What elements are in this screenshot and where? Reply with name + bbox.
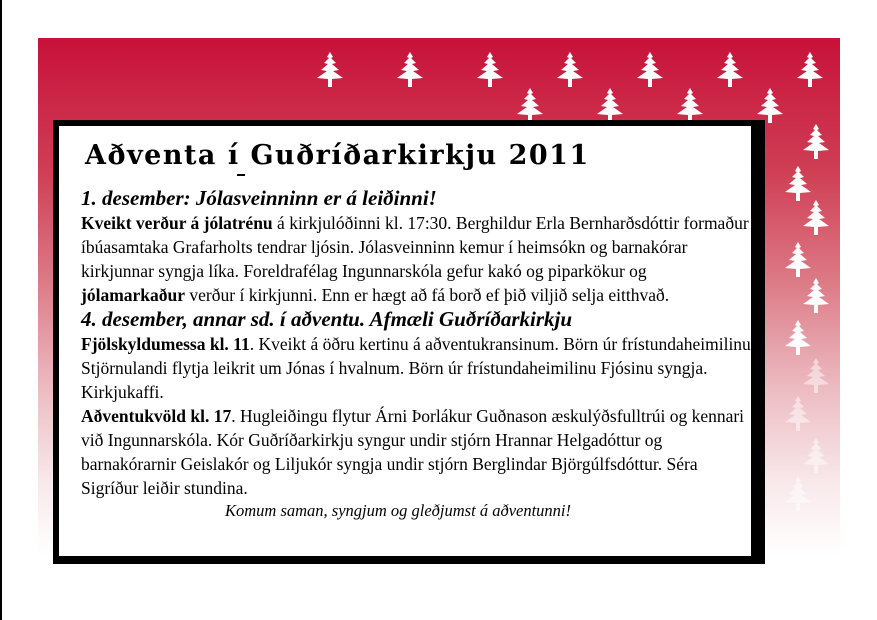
christmas-tree-icon bbox=[630, 50, 670, 90]
body-text: verður í kirkjunni. Enn er hægt að fá borð ef þið viljið selja eitthvað. bbox=[185, 285, 670, 305]
bold-lead: Aðventukvöld kl. 17 bbox=[81, 406, 232, 426]
closing-line: Komum saman, syngjum og gleðjumst á aðventunni! bbox=[224, 501, 572, 520]
bold-lead: Fjölskyldumessa kl. 11 bbox=[81, 334, 250, 354]
body-text: á kirkjulóðinni kl. 17:30. Berghildur Erla Bernharðsdóttir formaður íbúasamtaka Grafarholts tendrar ljósin. Jólasveinninn kemur í heimsókn og barnakórar kirkjunnar syngja líka. Foreldrafélag Ingunnarskóla gefur kakó og piparkökur og bbox=[81, 213, 749, 281]
christmas-tree-icon bbox=[796, 356, 836, 396]
christmas-tree-icon bbox=[796, 198, 836, 238]
christmas-tree-icon bbox=[550, 50, 590, 90]
christmas-tree-icon bbox=[310, 50, 350, 90]
christmas-tree-icon bbox=[778, 240, 818, 280]
body-text: . Kveikt á öðru kertinu á aðventukransinum. Börn úr frístundaheimilinu Stjörnulandi flytja leikrit um Jónas í hvalnum. Börn úr frístundaheimilinu Fjósinu syngja. Kirkjukaffi. bbox=[81, 334, 751, 402]
christmas-tree-icon bbox=[470, 50, 510, 90]
section-heading-dec-4: 4. desember, annar sd. í aðventu. Afmæli Guðríðarkirkju bbox=[81, 307, 573, 331]
section-heading-dec-1: 1. desember: Jólasveinninn er á leiðinni! bbox=[81, 186, 437, 210]
section-text-advent-evening bbox=[81, 404, 751, 500]
bold-lead: Kveikt verður á jólatrénu bbox=[81, 213, 273, 233]
body-text: . Hugleiðingu flytur Árni Þorlákur Guðnason æskulýðsfulltrúi og kennari við Ingunnarskóla. Kór Guðríðarkirkju syngur undir stjórn Hrannar Helgadóttur og barnakórarnir Geislakór og Liljukór syngja undir stjórn Berglindar Björgúlfsdóttur. Séra Sigríður leiðir stundina. bbox=[81, 406, 745, 498]
announcement-panel bbox=[59, 126, 751, 556]
announcement-frame bbox=[53, 120, 765, 564]
bold-inline: jólamarkaður bbox=[81, 285, 186, 305]
title-underline-mark bbox=[237, 174, 245, 176]
christmas-tree-icon bbox=[778, 318, 818, 358]
page-left-rule bbox=[0, 0, 2, 620]
christmas-tree-icon bbox=[796, 122, 836, 162]
christmas-tree-icon bbox=[778, 474, 818, 514]
section-text-family-mass bbox=[81, 332, 751, 404]
christmas-tree-icon bbox=[710, 50, 750, 90]
christmas-tree-icon bbox=[390, 50, 430, 90]
section-text-dec-1 bbox=[81, 211, 751, 307]
christmas-tree-icon bbox=[796, 276, 836, 316]
christmas-tree-icon bbox=[796, 436, 836, 476]
christmas-tree-icon bbox=[790, 50, 830, 90]
poster-title: Aðventa í Guðríðarkirkju 2011 bbox=[85, 140, 590, 171]
christmas-tree-icon bbox=[778, 394, 818, 434]
